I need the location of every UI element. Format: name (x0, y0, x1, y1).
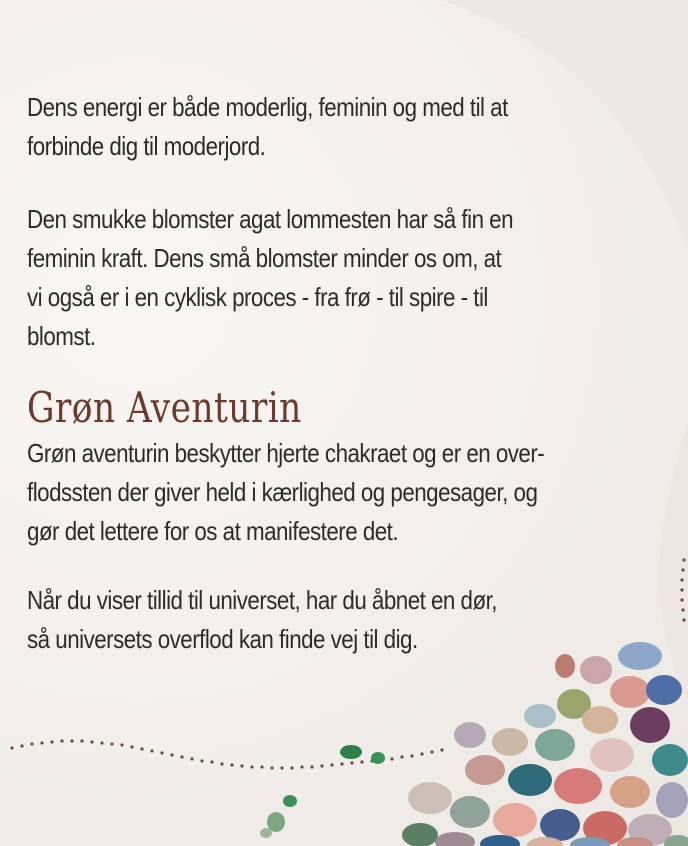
paragraph-intro: Dens energi er både moderlig, feminin og med til at forbinde dig til moderjord. (27, 92, 508, 161)
paragraph-universet: Når du viser tillid til universet, har du åbnet en dør, så universets overflod kan finde vej til dig. (27, 585, 498, 654)
stone-pile (402, 642, 688, 846)
green-stones (260, 745, 385, 838)
text-content (27, 88, 677, 659)
paragraph-gron-aventurin: Grøn aventurin beskytter hjerte chakraet og er en over- flodssten der giver held i kærlighed og pengesager, og gør det lettere for os at manifestere det. (27, 438, 545, 546)
section-heading-gron-aventurin: Grøn Aventurin (27, 383, 302, 432)
paragraph-blomster-agat: Den smukke blomster agat lommesten har så fin en feminin kraft. Dens små blomster minder os om, at vi også er i en cyklisk proces - fra frø - til spire - til blomst. (27, 204, 514, 351)
